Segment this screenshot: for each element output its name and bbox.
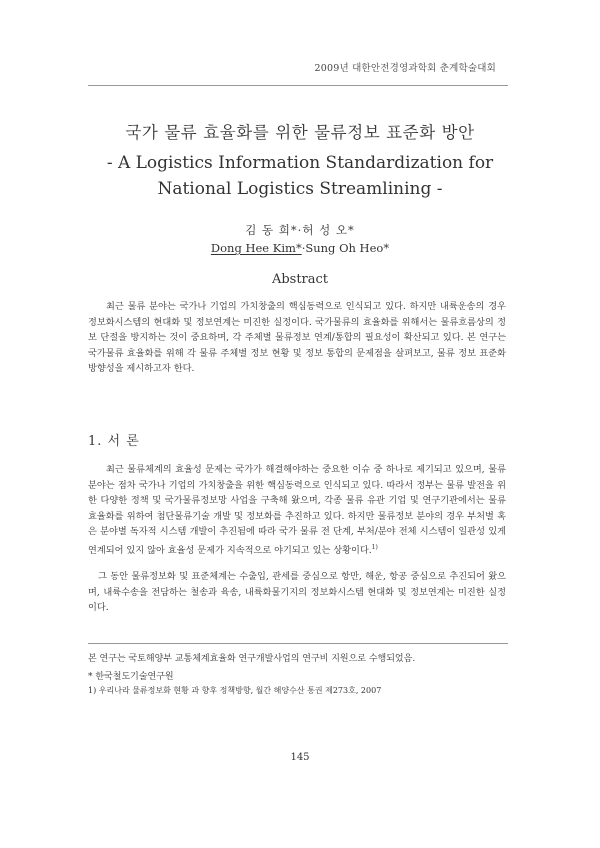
footnote-reference: 1) 우리나라 물류정보화 현황 과 향후 정책방향, 월간 해양수산 통권 제273호, 2007 — [88, 686, 382, 695]
title-english-line1: - A Logistics Information Standardization for — [106, 153, 494, 173]
intro-paragraph-2 — [88, 569, 506, 616]
abstract-text: 최근 물류 분야는 국가나 기업의 가치창출의 핵심동력으로 인식되고 있다. 하지만 내륙운송의 경우 정보화시스템의 현대화 및 정보연계는 미진한 실정이다. 국가물류의 효율화를 위해서는 물류흐름상의 정보 단절을 방지하는 것이 중요하며, 각 주체별 물류정보 연계/통합의 필요성이 확산되고 있다. 본 연구는 국가물류 효율화를 위해 각 물류 주체별 정보 현황 및 정보 통합의 문제점을 살펴보고, 물류 정보 표준화 방향성을 제시하고자 한다. — [88, 301, 506, 374]
page-number: 145 — [290, 752, 310, 763]
title-english-line2: National Logistics Streamlining - — [157, 179, 443, 199]
header-rule — [88, 85, 508, 86]
author-separator: · — [301, 241, 306, 255]
title-korean: 국가 물류 효율화를 위한 물류정보 표준화 방안 — [125, 123, 475, 142]
footnote-affiliation: * 한국철도기술연구원 — [88, 672, 174, 682]
conference-header: 2009년 대한안전경영과학회 춘계학술대회 — [314, 63, 496, 74]
abstract-body — [88, 299, 506, 377]
intro-text-1: 최근 물류체계의 효율성 문제는 국가가 해결해야하는 중요한 이슈 중 하나로 제기되고 있으며, 물류분야는 점차 국가나 기업의 가치창출을 위한 핵심동력으로 인식되고 있다. 따라서 정부는 물류 발전을 위한 다양한 정책 및 국가물류정보망 사업을 구축해 왔으며, 각종 물류 유관 기업 및 연구기관에서는 물류 효율화를 위하여 첨단물류기술 개발 및 정보화를 추진하고 있다. 하지만 물류정보 분야의 경우 부처별 혹은 분야별 독자적 시스템 개발이 추진됨에 따라 국가 물류 전 단계, 부처/분야 전체 시스템이 일관성 있게 연계되어 있지 않아 효율성 문제가 지속적으로 야기되고 있는 상황이다. — [88, 464, 506, 556]
abstract-heading: Abstract — [271, 272, 329, 287]
authors-korean: 김 동 희*·허 성 오* — [245, 223, 355, 237]
footnote-funding: 본 연구는 국토해양부 교통체계효율화 연구개발사업의 연구비 지원으로 수행되었음. — [88, 654, 416, 664]
author-second: Sung Oh Heo* — [305, 241, 390, 255]
authors-english — [60, 241, 540, 255]
intro-paragraph-1 — [88, 462, 506, 558]
section-heading-intro: 1. 서 론 — [88, 434, 140, 449]
footnote-marker: 1) — [371, 543, 378, 551]
author-first: Dong Hee Kim* — [210, 241, 302, 255]
footnote-rule — [88, 643, 508, 644]
intro-text-2: 그 동안 물류정보화 및 표준체계는 수출입, 관세를 중심으로 항만, 해운, 항공 중심으로 추진되어 왔으며, 내륙수송을 전담하는 철송과 육송, 내륙화물기지의 정보화시스템 현대화 및 정보연계는 미진한 실정이다. — [88, 571, 506, 613]
